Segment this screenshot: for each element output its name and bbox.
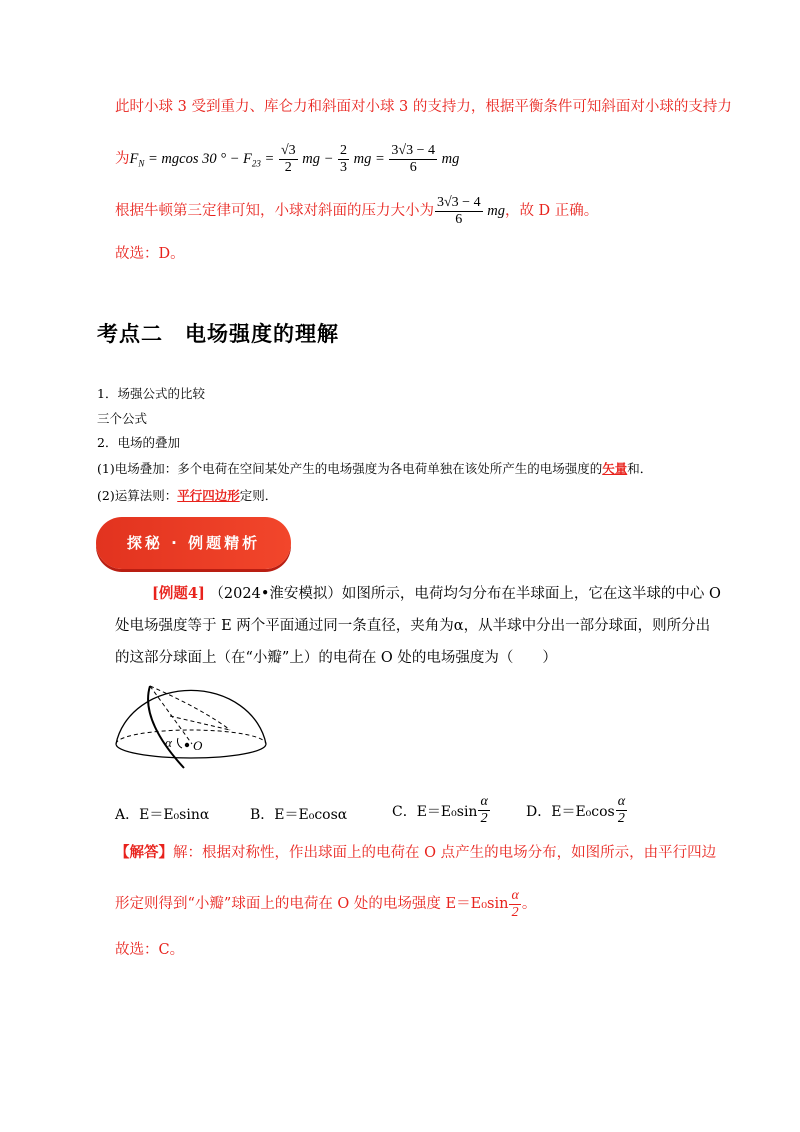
- section-title: 考点二 电场强度的理解: [97, 322, 339, 346]
- answer-line-2: 形定则得到“小瓣”球面上的电荷在 O 处的电场强度 E＝E₀sin $\frac{\alpha}{2}$ 。: [115, 887, 537, 920]
- force-23-symbol: F: [243, 150, 252, 167]
- example-tag: [例题4]: [152, 585, 205, 602]
- mg-term-4: mg: [487, 202, 505, 219]
- mg-term-2: mg =: [353, 150, 385, 167]
- solution-line-3-prefix: 根据牛顿第三定律可知，小球对斜面的压力大小为: [115, 203, 434, 219]
- answer-line-3: 故选：C。: [115, 942, 185, 958]
- solution-line-2: [115, 140, 459, 178]
- solution-line-2-prefix: 为: [115, 151, 130, 167]
- keyword-parallelogram: 平行四边形: [177, 488, 240, 503]
- force-subscript: N: [138, 158, 145, 169]
- answer-fraction: $\frac{\alpha}{2}$: [511, 887, 519, 920]
- example-line-1: [例题4] （2024•淮安模拟）如图所示，电荷均匀分布在半球面上，它在这半球的中心 O: [152, 585, 721, 602]
- equation-part-1: = mgcos 30 ° −: [148, 150, 240, 167]
- fraction-3: $\frac{3√3 - 4}{6}$: [391, 142, 436, 175]
- keyword-vector: 矢量: [602, 461, 628, 476]
- mg-term-1: mg −: [302, 150, 334, 167]
- solution-line-1: 此时小球 3 受到重力、库仑力和斜面对小球 3 的支持力，根据平衡条件可知斜面对小球的支持力: [115, 99, 732, 115]
- example-line-2: 处电场强度等于 E 两个平面通过同一条直径，夹角为α，从半球中分出一部分球面，则所分出: [115, 618, 711, 634]
- angle-arc: [177, 738, 182, 748]
- hemisphere-figure: [112, 672, 272, 776]
- force-symbol: F: [129, 150, 139, 167]
- option-d[interactable]: D．E＝E₀cos $\frac{\alpha}{2}$: [526, 794, 626, 826]
- note-4: (1)电场叠加：多个电荷在空间某处产生的电场强度为各电荷单独在该处所产生的电场强度的矢量和．: [97, 461, 653, 476]
- fraction-2: $\frac{2}{3}$: [340, 142, 348, 175]
- mg-term-3: mg: [441, 150, 460, 167]
- example-banner: 探秘 · 例题精析: [96, 517, 291, 569]
- example-line-3: 的这部分球面上（在“小瓣”上）的电荷在 O 处的电场强度为（ ）: [115, 650, 557, 666]
- base-front-arc: [116, 744, 266, 758]
- answer-tag: 【解答】: [115, 844, 173, 861]
- force-23-subscript: 23: [251, 158, 261, 169]
- alpha-label: α: [165, 735, 172, 750]
- option-d-fraction: $\frac{\alpha}{2}$: [617, 794, 626, 826]
- center-point: [185, 743, 189, 747]
- solution-line-3-suffix: ，故 D 正确。: [504, 203, 599, 219]
- option-b[interactable]: B．E＝E₀cosα: [250, 807, 348, 823]
- note-3: 2．电场的叠加: [97, 435, 180, 450]
- option-a[interactable]: A．E＝E₀sinα: [115, 807, 210, 823]
- origin-label: O: [193, 738, 203, 753]
- equals-sign: =: [264, 150, 275, 167]
- note-2: 三个公式: [97, 411, 148, 426]
- note-5: (2)运算法则：平行四边形定则．: [97, 488, 278, 503]
- fraction-4: $\frac{3√3 - 4}{6}$: [437, 194, 481, 227]
- wedge-plane-dashed: [150, 686, 230, 730]
- base-back-arc: [116, 730, 266, 744]
- answer-line-1: 【解答】解：根据对称性，作出球面上的电荷在 O 点产生的电场分布，如图所示，由平行四边: [115, 844, 717, 861]
- dome-outline: [116, 690, 266, 744]
- option-c-fraction: $\frac{\alpha}{2}$: [480, 794, 488, 826]
- note-1: 1．场强公式的比较: [97, 386, 205, 401]
- option-c[interactable]: C．E＝E₀sin $\frac{\alpha}{2}$: [392, 794, 488, 826]
- solution-line-3: [115, 192, 598, 230]
- fraction-1: $\frac{√3}{2}$: [280, 142, 296, 175]
- solution-line-4: 故选：D。: [115, 246, 185, 262]
